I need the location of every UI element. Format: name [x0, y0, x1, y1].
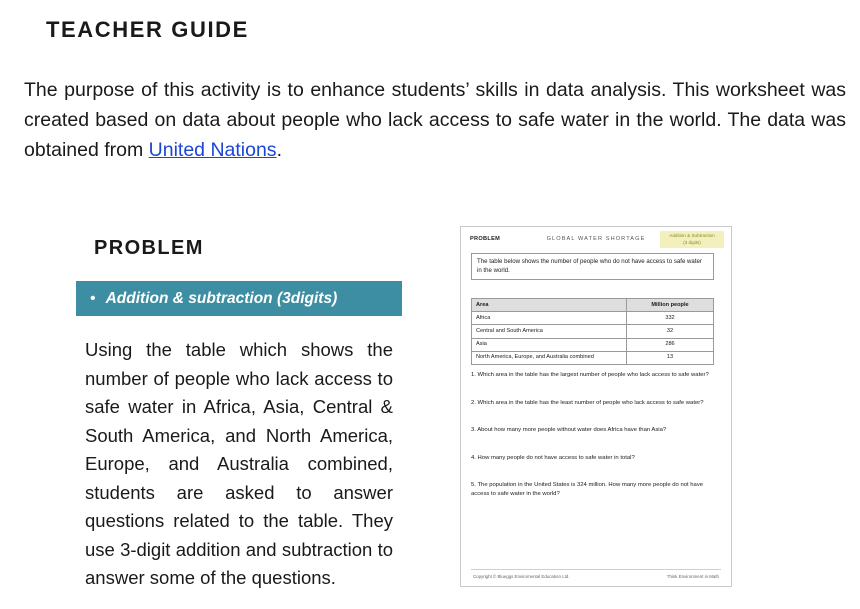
worksheet-question: 5. The population in the United States is 324 million. How many more people do not have access to safe water in the world? — [471, 482, 704, 497]
table-header-area: Area — [472, 299, 627, 312]
worksheet-tagline: Think Environment in Math — [666, 574, 719, 579]
worksheet-preview[interactable] — [460, 226, 732, 587]
worksheet-title: GLOBAL WATER SHORTAGE — [546, 236, 646, 242]
worksheet-tag-line1: Addition & Subtraction — [669, 233, 715, 238]
table-row — [472, 312, 714, 325]
table-cell-value: 13 — [627, 351, 714, 364]
table-row — [472, 325, 714, 338]
table-cell-area: Asia — [472, 338, 627, 351]
worksheet-questions — [471, 371, 719, 518]
problem-description: Using the table which shows the number of people who lack access to safe water in Africa, Asia, Central & South America, and North America, Europe, and Australia combined, students are asked to answer questions related to the table. They use 3-digit addition and subtraction to answer some of the questions. — [85, 339, 393, 588]
table-cell-value: 332 — [627, 312, 714, 325]
worksheet-tag-line2: (3 digits) — [683, 239, 701, 245]
table-header-row — [472, 299, 714, 312]
worksheet-copyright: Copyright © Blueggs Enviromental Education Ltd. — [473, 574, 570, 579]
table-row — [472, 351, 714, 364]
table-header-million-people: Million people — [627, 299, 714, 312]
worksheet-footer-divider — [471, 569, 721, 570]
table-row — [472, 338, 714, 351]
worksheet-topic-tag — [660, 231, 724, 248]
problem-topic-label: Addition & subtraction (3digits) — [105, 289, 338, 307]
worksheet-footer — [461, 574, 731, 579]
table-cell-value: 286 — [627, 338, 714, 351]
worksheet-instruction: The table below shows the number of people who do not have access to safe water in the world. — [471, 253, 714, 280]
worksheet-data-table — [471, 298, 714, 365]
intro-text-part2: . — [276, 139, 282, 161]
worksheet-question: 3. About how many more people without water does Africa have than Asia? — [471, 427, 667, 434]
problem-heading: PROBLEM — [94, 237, 204, 259]
worksheet-question: 2. Which area in the table has the least number of people who lack access to safe water? — [471, 399, 704, 406]
table-cell-area: North America, Europe, and Australia combined — [472, 351, 627, 364]
table-cell-area: Central and South America — [472, 325, 627, 338]
worksheet-header — [461, 227, 731, 249]
page-title: TEACHER GUIDE — [46, 17, 249, 42]
table-cell-area: Africa — [472, 312, 627, 325]
table-cell-value: 32 — [627, 325, 714, 338]
united-nations-link[interactable]: United Nations — [148, 139, 277, 161]
worksheet-question: 4. How many people do not have access to safe water in total? — [471, 454, 635, 461]
bullet-icon: • — [90, 289, 96, 307]
intro-paragraph — [24, 75, 846, 165]
problem-topic-banner — [76, 281, 402, 316]
worksheet-problem-label: PROBLEM — [470, 236, 501, 242]
intro-text-part1: The purpose of this activity is to enhance students’ skills in data analysis. This worksheet was created based on data about people who lack access to safe water in the world. The data was obtained from — [24, 79, 846, 161]
worksheet-question: 1. Which area in the table has the largest number of people who lack access to safe water? — [471, 372, 709, 378]
